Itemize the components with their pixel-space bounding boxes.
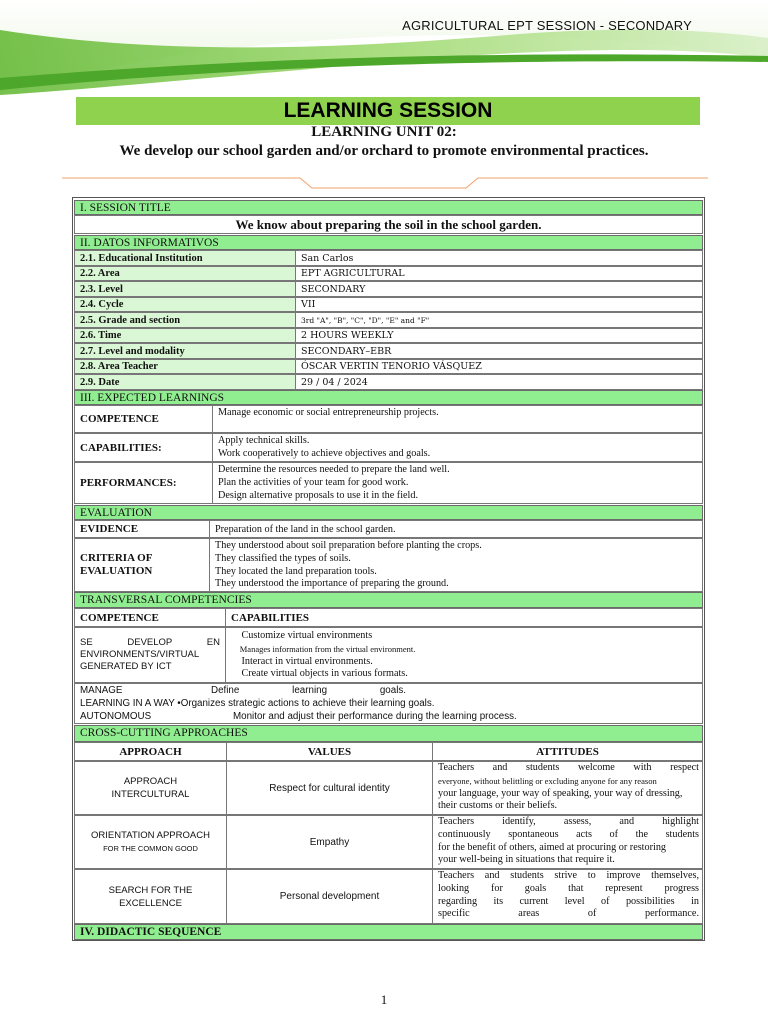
criteria-list (210, 539, 702, 591)
info-label: 2.2. Area (75, 267, 296, 280)
approach-value: Empathy (227, 816, 433, 868)
info-row (74, 266, 703, 281)
manage-learning (75, 684, 702, 723)
ict-competence-line: GENERATED BY ICT (80, 661, 172, 672)
separator-line (62, 176, 708, 190)
info-value: SECONDARY–EBR (301, 345, 392, 357)
approach-value: Respect for cultural identity (227, 762, 433, 814)
approach-name (75, 816, 227, 868)
attitudes-col-header: ATTITUDES (536, 745, 599, 758)
learning-unit-title: LEARNING UNIT 02: (311, 124, 457, 140)
info-row (74, 343, 703, 359)
performance-item: Determine the resources needed to prepare the land well. (218, 464, 450, 475)
approach-name-line: FOR THE COMMON GOOD (103, 844, 198, 853)
approach-row (74, 761, 703, 815)
info-row (74, 312, 703, 328)
learning-session-banner: LEARNING SESSION (76, 97, 700, 125)
manage-line-b: Monitor and adjust their performance during the learning process. (233, 710, 517, 722)
criteria-item: They classified the types of soils. (215, 552, 351, 564)
attitude-line: Teachers and students strive to improve themselves, (438, 870, 699, 881)
approach-name-line: ORIENTATION APPROACH (91, 830, 210, 841)
attitude-line: everyone, without belittling or excluding anyone for any reason (438, 775, 657, 786)
ict-capability: Create virtual objects in various formats. (231, 668, 398, 680)
header-title: AGRICULTURAL EPT SESSION - SECONDARY (402, 18, 692, 33)
criteria-label-line: EVALUATION (80, 565, 153, 577)
info-value: SECONDARY (301, 283, 366, 295)
performances-label: PERFORMANCES: (75, 463, 213, 503)
transversal-ict-row (74, 627, 703, 683)
learning-unit-subtitle: We develop our school garden and/or orchard to promote environmental practices. (119, 143, 649, 159)
competence-label: COMPETENCE (75, 406, 213, 432)
ict-capability: Interact in virtual environments. (231, 655, 363, 667)
manage-line-b: Define learning goals. (211, 685, 406, 696)
performances-row (74, 462, 703, 504)
attitude-line: Teachers and students welcome with respect (438, 762, 699, 773)
section-transversal: TRANSVERSAL COMPETENCIES (74, 592, 703, 608)
criteria-label (75, 539, 210, 591)
approach-col-header: APPROACH (75, 743, 227, 760)
approach-name (75, 762, 227, 814)
competence-value: Manage economic or social entrepreneurship projects. (218, 407, 439, 418)
approach-attitudes (433, 816, 702, 868)
ict-competence (75, 628, 226, 682)
capabilities-list (213, 434, 702, 461)
info-row (74, 328, 703, 343)
attitude-line: for the benefit of others, aimed at procuring or restoring (438, 841, 667, 853)
approach-name-line: EXCELLENCE (119, 897, 182, 909)
manage-line (80, 711, 697, 723)
attitude-line: Teachers identify, assess, and highlight (438, 816, 699, 827)
transversal-capabilities-header: CAPABILITIES (231, 611, 310, 624)
competence-row (74, 405, 703, 433)
session-title-row (74, 215, 703, 234)
transversal-competence-header: COMPETENCE (75, 609, 226, 626)
section-approaches: CROSS-CUTTING APPROACHES (74, 725, 703, 742)
info-value: ÓSCAR VERTIN TENORIO VÁSQUEZ (301, 361, 482, 372)
header-swoosh (0, 0, 768, 100)
transversal-manage-row (74, 683, 703, 724)
approach-name (75, 870, 227, 923)
info-label: 2.3. Level (75, 282, 296, 296)
approach-row (74, 815, 703, 869)
approach-row (74, 869, 703, 924)
info-row (74, 297, 703, 312)
approach-name-line: SEARCH FOR THE (108, 884, 193, 896)
ict-capabilities (226, 628, 702, 682)
section-informative: II. DATOS INFORMATIVOS (74, 235, 703, 250)
manage-line: LEARNING IN A WAY •Organizes strategic actions to achieve their learning goals. (80, 697, 435, 709)
attitude-line: your language, your way of speaking, your way of dressing, (438, 787, 683, 799)
attitude-line: continuously spontaneous acts of the students (438, 828, 699, 840)
capability-item: Work cooperatively to achieve objectives and goals. (218, 447, 431, 459)
info-label: 2.4. Cycle (75, 298, 296, 311)
evidence-row (74, 520, 703, 538)
approaches-header-row (74, 742, 703, 761)
approach-attitudes (433, 762, 702, 814)
info-value: 29 / 04 / 2024 (301, 376, 368, 388)
capability-item: Apply technical skills. (218, 435, 310, 446)
section-expected-learnings: III. EXPECTED LEARNINGS (74, 390, 703, 405)
ict-competence-line: SE DEVELOP EN (80, 637, 220, 648)
attitude-line: their customs or their beliefs. (438, 800, 558, 812)
ict-capability: Manages information from the virtual environment. (231, 643, 407, 654)
info-value: VII (301, 299, 316, 310)
info-row (74, 281, 703, 297)
approach-value: Personal development (227, 870, 433, 923)
info-label: 2.5. Grade and section (75, 313, 296, 327)
info-value: EPT AGRICULTURAL (301, 268, 405, 279)
performance-item: Plan the activities of your team for good work. (218, 476, 409, 488)
info-value: 3rd "A", "B", "C", "D", "E" and "F" (301, 315, 430, 325)
values-col-header: VALUES (227, 743, 433, 760)
criteria-item: They located the land preparation tools. (215, 565, 377, 577)
info-row (74, 359, 703, 374)
page-number: 1 (380, 992, 388, 1007)
session-title-value: We know about preparing the soil in the school garden. (235, 217, 542, 232)
info-label: 2.1. Educational Institution (75, 251, 296, 265)
manage-line-a: AUTONOMOUS (80, 710, 152, 722)
info-label: 2.6. Time (75, 329, 296, 342)
evidence-value: Preparation of the land in the school garden. (215, 523, 396, 535)
section-session-title: I. SESSION TITLE (74, 200, 703, 215)
criteria-item: They understood about soil preparation before planting the crops. (215, 540, 482, 551)
info-row (74, 374, 703, 390)
attitude-line: specific areas of performance. (438, 908, 699, 920)
ict-capability: Customize virtual environments (231, 630, 362, 641)
ict-competence-line: ENVIRONMENTS/VIRTUAL (80, 649, 200, 660)
info-value: San Carlos (301, 252, 354, 264)
criteria-item: They understood the importance of preparing the ground. (215, 578, 449, 590)
criteria-row (74, 538, 703, 592)
attitude-line: regarding its current level of possibilities in (438, 895, 699, 907)
section-evaluation: EVALUATION (74, 505, 703, 520)
criteria-label-line: CRITERIA OF (80, 552, 153, 564)
info-value: 2 HOURS WEEKLY (301, 330, 394, 341)
info-label: 2.7. Level and modality (75, 344, 296, 358)
approach-name-line: INTERCULTURAL (111, 789, 190, 800)
capabilities-row (74, 433, 703, 462)
manage-line-a: MANAGE (80, 685, 123, 696)
info-label: 2.8. Area Teacher (75, 360, 296, 373)
performances-list (213, 463, 702, 503)
info-label: 2.9. Date (75, 375, 296, 389)
section-didactic-sequence: IV. DIDACTIC SEQUENCE (74, 924, 703, 940)
performance-item: Design alternative proposals to use it in the field. (218, 489, 419, 501)
transversal-header-row (74, 608, 703, 627)
approach-name-line: APPROACH (123, 776, 178, 787)
info-row (74, 250, 703, 266)
attitude-line: your well-being in situations that require it. (438, 854, 615, 866)
attitude-line: looking for goals that represent progress (438, 882, 699, 894)
evidence-label: EVIDENCE (75, 521, 210, 537)
capabilities-label: CAPABILITIES: (75, 434, 213, 461)
approach-attitudes (433, 870, 702, 923)
manage-line (80, 685, 697, 698)
